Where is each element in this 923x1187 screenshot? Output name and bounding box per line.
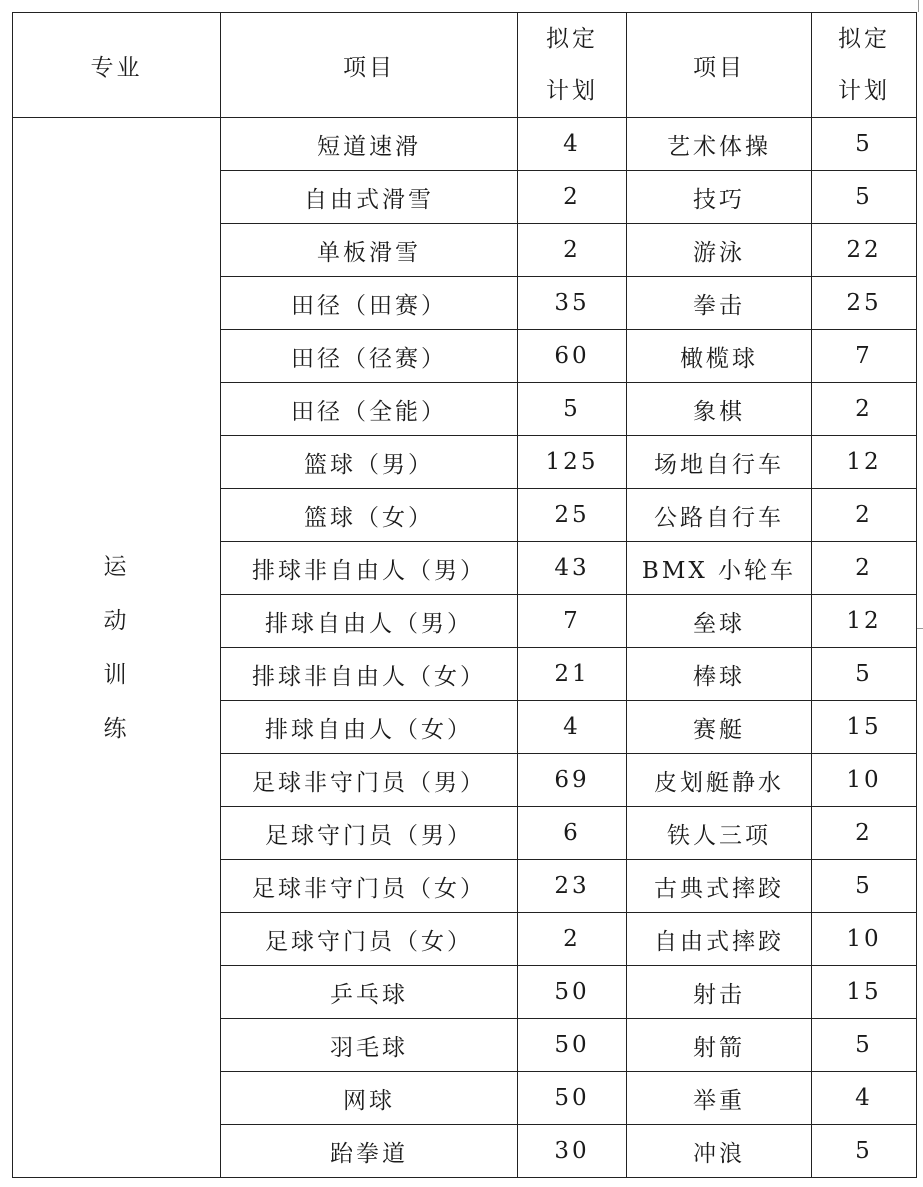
plan-left-cell: 25 (518, 489, 627, 542)
item-left-cell: 田径（径赛） (221, 330, 518, 383)
plan-left-cell: 7 (518, 595, 627, 648)
item-right-cell: 游泳 (627, 224, 812, 277)
plan-left-cell: 125 (518, 436, 627, 489)
item-right-cell: 古典式摔跤 (627, 860, 812, 913)
plan-left-cell: 2 (518, 224, 627, 277)
plan-left-cell: 50 (518, 1019, 627, 1072)
header-plan-right-line2: 计划 (838, 78, 890, 104)
item-left-cell: 田径（田赛） (221, 277, 518, 330)
item-right-cell: 橄榄球 (627, 330, 812, 383)
plan-right-cell: 4 (812, 1072, 917, 1125)
item-right-cell: 赛艇 (627, 701, 812, 754)
plan-right-cell: 12 (812, 436, 917, 489)
plan-right-cell: 2 (812, 542, 917, 595)
plan-right-cell: 5 (812, 1125, 917, 1178)
item-left-cell: 排球自由人（女） (221, 701, 518, 754)
item-left-cell: 足球非守门员（女） (221, 860, 518, 913)
plan-right-cell: 7 (812, 330, 917, 383)
header-plan-right-line1: 拟定 (838, 26, 890, 52)
item-right-cell: 射箭 (627, 1019, 812, 1072)
header-row (13, 13, 917, 118)
item-right-cell: 自由式摔跤 (627, 913, 812, 966)
plan-right-cell: 5 (812, 648, 917, 701)
item-right-cell: BMX 小轮车 (627, 542, 812, 595)
plan-left-cell: 50 (518, 1072, 627, 1125)
header-plan-left-line1: 拟定 (546, 26, 598, 52)
plan-right-cell: 5 (812, 171, 917, 224)
plan-left-cell: 5 (518, 383, 627, 436)
item-right-cell: 艺术体操 (627, 118, 812, 171)
plan-right-cell: 12 (812, 595, 917, 648)
table-body (13, 118, 917, 1178)
header-plan-left-line2: 计划 (546, 78, 598, 104)
plan-left-cell: 43 (518, 542, 627, 595)
plan-right-cell: 22 (812, 224, 917, 277)
item-right-cell: 象棋 (627, 383, 812, 436)
header-plan-right (812, 13, 917, 118)
plan-left-cell: 30 (518, 1125, 627, 1178)
table-row (13, 118, 917, 171)
header-item-left: 项目 (221, 13, 518, 118)
plan-left-cell: 2 (518, 913, 627, 966)
header-major: 专业 (13, 13, 221, 118)
major-char: 运 (103, 553, 130, 580)
item-right-cell: 拳击 (627, 277, 812, 330)
major-char: 动 (103, 607, 130, 634)
plan-right-cell: 10 (812, 754, 917, 807)
table-header (13, 13, 917, 118)
plan-right-cell: 2 (812, 489, 917, 542)
item-right-cell: 棒球 (627, 648, 812, 701)
item-right-cell: 垒球 (627, 595, 812, 648)
margin-mark-right (917, 628, 923, 629)
plan-right-cell: 5 (812, 118, 917, 171)
item-right-cell: 射击 (627, 966, 812, 1019)
item-right-cell: 技巧 (627, 171, 812, 224)
plan-left-cell: 6 (518, 807, 627, 860)
item-left-cell: 单板滑雪 (221, 224, 518, 277)
plan-right-cell: 25 (812, 277, 917, 330)
major-cell (13, 118, 221, 1178)
plan-right-cell: 5 (812, 1019, 917, 1072)
enrollment-plan-table (12, 12, 917, 1178)
item-left-cell: 跆拳道 (221, 1125, 518, 1178)
plan-left-cell: 4 (518, 701, 627, 754)
item-right-cell: 公路自行车 (627, 489, 812, 542)
plan-right-cell: 15 (812, 966, 917, 1019)
plan-right-cell: 10 (812, 913, 917, 966)
item-left-cell: 篮球（女） (221, 489, 518, 542)
plan-left-cell: 35 (518, 277, 627, 330)
item-left-cell: 排球非自由人（男） (221, 542, 518, 595)
item-left-cell: 短道速滑 (221, 118, 518, 171)
plan-left-cell: 23 (518, 860, 627, 913)
plan-left-cell: 69 (518, 754, 627, 807)
item-right-cell: 场地自行车 (627, 436, 812, 489)
header-plan-left (518, 13, 627, 118)
item-left-cell: 足球守门员（女） (221, 913, 518, 966)
header-item-right: 项目 (627, 13, 812, 118)
item-right-cell: 皮划艇静水 (627, 754, 812, 807)
item-right-cell: 铁人三项 (627, 807, 812, 860)
plan-left-cell: 50 (518, 966, 627, 1019)
major-char: 练 (103, 715, 130, 742)
plan-left-cell: 2 (518, 171, 627, 224)
item-left-cell: 自由式滑雪 (221, 171, 518, 224)
plan-right-cell: 15 (812, 701, 917, 754)
item-left-cell: 羽毛球 (221, 1019, 518, 1072)
item-left-cell: 排球非自由人（女） (221, 648, 518, 701)
item-left-cell: 足球非守门员（男） (221, 754, 518, 807)
item-left-cell: 篮球（男） (221, 436, 518, 489)
plan-left-cell: 4 (518, 118, 627, 171)
plan-right-cell: 2 (812, 807, 917, 860)
plan-right-cell: 2 (812, 383, 917, 436)
item-left-cell: 排球自由人（男） (221, 595, 518, 648)
margin-mark-top (918, 0, 919, 12)
item-left-cell: 足球守门员（男） (221, 807, 518, 860)
plan-right-cell: 5 (812, 860, 917, 913)
item-left-cell: 田径（全能） (221, 383, 518, 436)
major-char: 训 (103, 661, 130, 688)
item-right-cell: 举重 (627, 1072, 812, 1125)
item-left-cell: 网球 (221, 1072, 518, 1125)
plan-left-cell: 21 (518, 648, 627, 701)
item-right-cell: 冲浪 (627, 1125, 812, 1178)
plan-left-cell: 60 (518, 330, 627, 383)
item-left-cell: 乒乓球 (221, 966, 518, 1019)
enrollment-plan-sheet (12, 12, 917, 1178)
